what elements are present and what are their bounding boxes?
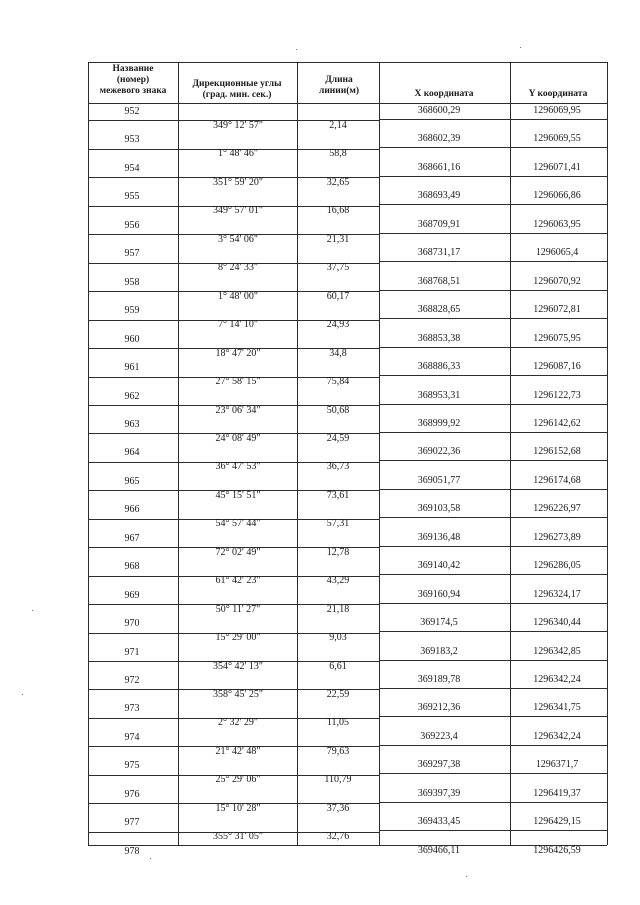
point-name: 958 (124, 276, 140, 288)
row-rule (379, 204, 607, 205)
header-angle (177, 79, 297, 101)
point-name: 966 (124, 504, 140, 516)
line-length: 24,59 (326, 432, 350, 444)
x-coordinate: 368693,49 (417, 190, 461, 202)
line-length: 21,18 (326, 603, 350, 615)
header-y (510, 89, 606, 100)
row-rule (379, 261, 607, 262)
direction-angle: 50° 11' 27" (215, 603, 261, 615)
direction-angle: 2° 32' 29" (218, 717, 258, 729)
header-x (380, 89, 508, 100)
y-coordinate: 1296426,59 (533, 844, 581, 856)
point-name: 957 (124, 248, 140, 260)
direction-angle: 349° 57' 01" (213, 205, 263, 217)
row-rule (88, 62, 607, 63)
direction-angle: 21° 42' 48" (215, 745, 261, 757)
direction-angle: 1° 48' 00" (218, 290, 258, 302)
direction-angle: 351° 59' 20" (213, 176, 263, 188)
y-coordinate: 1296122,73 (533, 389, 581, 401)
row-rule (379, 375, 607, 376)
y-coordinate: 1296371,7 (535, 759, 579, 771)
scan-speck (32, 610, 33, 611)
row-rule (379, 290, 607, 291)
header-name-line: межевого знака (99, 86, 167, 96)
direction-angle: 25° 29' 06" (215, 774, 261, 786)
y-coordinate: 1296340,44 (533, 617, 581, 629)
y-coordinate: 1296063,95 (533, 218, 581, 230)
point-name: 967 (124, 532, 140, 544)
y-coordinate: 1296142,62 (533, 417, 581, 429)
line-length: 6,61 (329, 660, 347, 672)
row-rule (379, 404, 607, 405)
point-name: 952 (124, 106, 140, 117)
direction-angle: 36° 47' 53" (215, 461, 261, 473)
header-y-label: Y координата (528, 89, 588, 99)
y-coordinate: 1296071,41 (533, 161, 581, 173)
x-coordinate: 369466,11 (417, 844, 461, 856)
row-rule (379, 716, 607, 717)
x-coordinate: 369433,45 (417, 816, 461, 828)
point-name: 959 (124, 305, 140, 317)
x-coordinate: 368953,31 (417, 389, 461, 401)
point-name: 969 (124, 589, 140, 601)
direction-angle: 8° 24' 33" (218, 262, 258, 274)
row-rule (379, 660, 607, 661)
y-coordinate: 1296152,68 (533, 446, 581, 458)
row-rule (379, 489, 607, 490)
scan-speck (150, 858, 151, 859)
row-rule (379, 176, 607, 177)
x-coordinate: 368661,16 (417, 161, 461, 173)
line-length: 11,05 (326, 717, 350, 729)
x-coordinate: 369183,2 (420, 645, 458, 657)
row-rule (379, 603, 607, 604)
header-x-label: X координата (414, 89, 474, 99)
header-angle-line: Дирекционные углы (192, 79, 282, 89)
x-coordinate: 368853,38 (417, 332, 461, 344)
x-coordinate: 369136,48 (417, 531, 461, 543)
scan-speck (296, 49, 297, 50)
point-name: 962 (124, 390, 140, 402)
y-coordinate: 1296075,95 (533, 332, 581, 344)
x-coordinate: 369051,77 (417, 474, 461, 486)
scan-speck (466, 876, 467, 877)
scan-speck (22, 694, 23, 695)
line-length: 73,61 (326, 489, 350, 501)
y-coordinate: 1296069,55 (533, 133, 581, 145)
point-name: 976 (124, 788, 140, 800)
row-rule (379, 432, 607, 433)
x-coordinate: 368731,17 (417, 247, 461, 259)
point-name: 972 (124, 675, 140, 686)
line-length: 58,8 (329, 148, 347, 160)
x-coordinate: 368886,33 (417, 361, 461, 373)
point-name: 963 (124, 418, 140, 430)
row-rule (379, 147, 607, 148)
line-length: 32,65 (326, 176, 350, 188)
point-name: 978 (124, 845, 140, 857)
point-name: 974 (124, 731, 140, 743)
row-rule (379, 830, 607, 831)
x-coordinate: 369189,78 (417, 674, 461, 685)
row-rule (88, 103, 607, 104)
row-rule (379, 745, 607, 746)
line-length: 22,59 (326, 689, 350, 700)
line-length: 12,78 (326, 546, 350, 558)
y-coordinate: 1296419,37 (533, 787, 581, 799)
y-coordinate: 1296072,81 (533, 304, 581, 316)
x-coordinate: 369174,5 (420, 617, 458, 629)
line-length: 43,29 (326, 575, 350, 587)
point-name: 960 (124, 333, 140, 345)
row-rule (379, 517, 607, 518)
y-coordinate: 1296087,16 (533, 361, 581, 373)
header-name (88, 64, 178, 97)
row-rule (379, 802, 607, 803)
point-name: 973 (124, 703, 140, 715)
row-rule (379, 773, 607, 774)
y-coordinate: 1296174,68 (533, 474, 581, 486)
point-name: 968 (124, 561, 140, 573)
x-coordinate: 368602,39 (417, 133, 461, 145)
point-name: 977 (124, 817, 140, 829)
point-name: 954 (124, 162, 140, 174)
row-rule (379, 688, 607, 689)
y-coordinate: 1296342,24 (533, 674, 581, 685)
row-rule (379, 233, 607, 234)
header-length (298, 75, 380, 97)
y-coordinate: 1296273,89 (533, 531, 581, 543)
line-length: 21,31 (326, 233, 350, 245)
header-name-line: Название (112, 64, 154, 74)
point-name: 961 (124, 362, 140, 374)
direction-angle: 23° 06' 34" (215, 404, 261, 416)
direction-angle: 54° 57' 44" (215, 518, 261, 530)
y-coordinate: 1296342,24 (533, 730, 581, 742)
direction-angle: 355° 31' 05" (213, 831, 263, 843)
y-coordinate: 1296324,17 (533, 588, 581, 600)
column-rule (510, 62, 511, 845)
x-coordinate: 369223,4 (420, 730, 458, 742)
x-coordinate: 368999,92 (417, 417, 461, 429)
y-coordinate: 1296070,92 (533, 275, 581, 287)
scan-speck (520, 47, 521, 48)
line-length: 37,75 (326, 262, 350, 274)
point-name: 964 (124, 447, 140, 459)
row-rule (379, 460, 607, 461)
direction-angle: 1° 48' 46" (218, 148, 258, 160)
direction-angle: 354° 42' 13" (213, 660, 263, 672)
point-name: 956 (124, 219, 140, 231)
direction-angle: 18° 47' 20" (215, 347, 261, 359)
line-length: 79,63 (326, 745, 350, 757)
x-coordinate: 368709,91 (417, 218, 461, 230)
header-name-line: (номер) (116, 75, 150, 85)
line-length: 2,14 (329, 120, 347, 131)
x-coordinate: 368600,29 (417, 105, 461, 116)
x-coordinate: 369212,36 (417, 702, 461, 714)
y-coordinate: 1296341,75 (533, 702, 581, 714)
point-name: 971 (124, 646, 140, 658)
x-coordinate: 368828,65 (417, 304, 461, 316)
direction-angle: 45° 15' 51" (215, 489, 261, 501)
header-length-line: линии(м) (318, 86, 360, 96)
point-name: 965 (124, 475, 140, 487)
line-length: 37,36 (326, 802, 350, 814)
x-coordinate: 369103,58 (417, 503, 461, 515)
line-length: 36,73 (326, 461, 350, 473)
header-length-line: Длина (325, 75, 353, 85)
direction-angle: 358° 45' 25" (213, 689, 263, 700)
y-coordinate: 1296429,15 (533, 816, 581, 828)
line-length: 60,17 (326, 290, 350, 302)
line-length: 50,68 (326, 404, 350, 416)
x-coordinate: 369397,39 (417, 787, 461, 799)
direction-angle: 72° 02' 49" (215, 546, 261, 558)
line-length: 24,93 (326, 319, 350, 331)
x-coordinate: 369022,36 (417, 446, 461, 458)
x-coordinate: 368768,51 (417, 275, 461, 287)
column-rule (607, 62, 608, 845)
point-name: 970 (124, 618, 140, 630)
line-length: 34,8 (329, 347, 347, 359)
line-length: 16,68 (326, 205, 350, 217)
y-coordinate: 1296342,85 (533, 645, 581, 657)
direction-angle: 349° 12' 57" (213, 120, 263, 131)
point-name: 975 (124, 760, 140, 772)
y-coordinate: 1296066,86 (533, 190, 581, 202)
direction-angle: 15° 10' 28" (215, 802, 261, 814)
row-rule (379, 318, 607, 319)
direction-angle: 61° 42' 23" (215, 575, 261, 587)
y-coordinate: 1296226,97 (533, 503, 581, 515)
point-name: 955 (124, 191, 140, 203)
x-coordinate: 369160,94 (417, 588, 461, 600)
y-coordinate: 1296286,05 (533, 560, 581, 572)
line-length: 32,76 (326, 831, 350, 843)
row-rule (379, 347, 607, 348)
row-rule (379, 119, 607, 120)
x-coordinate: 369140,42 (417, 560, 461, 572)
line-length: 110,79 (324, 774, 352, 786)
x-coordinate: 369297,38 (417, 759, 461, 771)
point-name: 953 (124, 134, 140, 146)
line-length: 9,03 (329, 632, 347, 644)
row-rule (379, 574, 607, 575)
header-angle-line: (град. мин. сек.) (202, 90, 272, 100)
direction-angle: 3° 54' 06" (218, 233, 258, 245)
row-rule (379, 631, 607, 632)
direction-angle: 24° 08' 49" (215, 432, 261, 444)
line-length: 57,31 (326, 518, 350, 530)
y-coordinate: 1296065,4 (535, 247, 579, 259)
direction-angle: 15° 29' 00" (215, 632, 261, 644)
y-coordinate: 1296069,95 (533, 105, 581, 116)
line-length: 75,84 (326, 376, 350, 388)
direction-angle: 7° 14' 10" (218, 319, 258, 331)
row-rule (379, 546, 607, 547)
direction-angle: 27° 58' 15" (215, 376, 261, 388)
